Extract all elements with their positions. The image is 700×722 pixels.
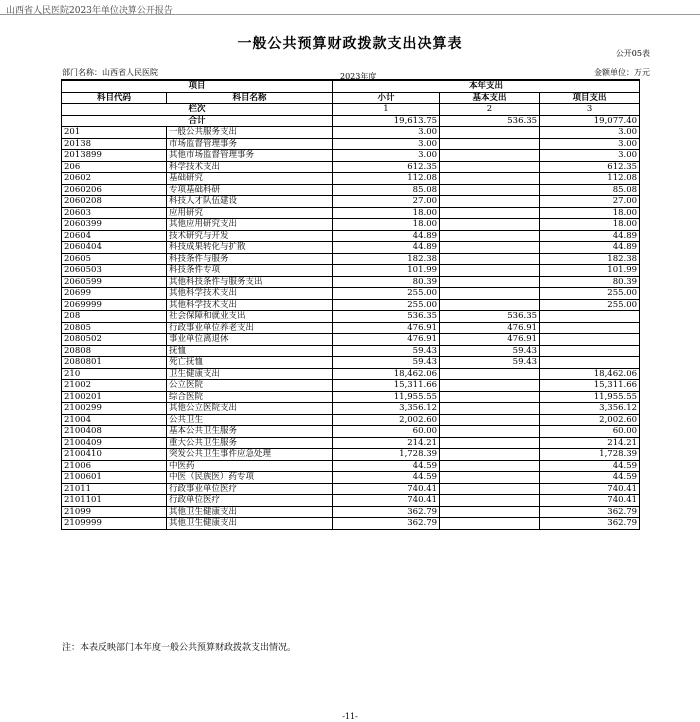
total-subtotal: 19,613.75	[333, 115, 440, 127]
row-project: 255.00	[540, 288, 640, 300]
row-name: 科技成果转化与扩散	[167, 242, 333, 254]
row-project: 255.00	[540, 299, 640, 311]
table-row	[62, 483, 640, 495]
row-name: 中医（民族医）药专项	[167, 472, 333, 484]
row-code: 2060599	[62, 276, 167, 288]
row-name: 中医药	[167, 460, 333, 472]
row-subtotal: 3,356.12	[333, 403, 440, 415]
row-name: 社会保障和就业支出	[167, 311, 333, 323]
row-subtotal: 101.99	[333, 265, 440, 277]
row-basic	[440, 449, 540, 461]
row-basic	[440, 265, 540, 277]
table-row	[62, 161, 640, 173]
row-basic	[440, 230, 540, 242]
table-row	[62, 253, 640, 265]
row-name: 事业单位离退休	[167, 334, 333, 346]
header-subtotal: 小计	[333, 92, 440, 104]
table-row	[62, 150, 640, 162]
row-project	[540, 357, 640, 369]
table-row	[62, 437, 640, 449]
row-code: 2013899	[62, 150, 167, 162]
row-name: 行政事业单位医疗	[167, 483, 333, 495]
row-name: 死亡抚恤	[167, 357, 333, 369]
header-divider	[0, 14, 700, 15]
row-code: 2100601	[62, 472, 167, 484]
table-row	[62, 518, 640, 530]
row-basic	[440, 138, 540, 150]
row-basic	[440, 161, 540, 173]
row-code: 2060399	[62, 219, 167, 231]
row-basic	[440, 242, 540, 254]
table-row	[62, 184, 640, 196]
row-code: 20605	[62, 253, 167, 265]
table-row	[62, 449, 640, 461]
row-code: 210	[62, 368, 167, 380]
row-basic: 59.43	[440, 357, 540, 369]
row-label: 栏次	[62, 104, 333, 116]
row-basic	[440, 173, 540, 185]
row-name: 其他科学技术支出	[167, 288, 333, 300]
row-name: 其他卫生健康支出	[167, 518, 333, 530]
row-subtotal: 80.39	[333, 276, 440, 288]
row-subtotal: 362.79	[333, 518, 440, 530]
row-subtotal: 476.91	[333, 334, 440, 346]
row-name: 抚恤	[167, 345, 333, 357]
row-project: 18,462.06	[540, 368, 640, 380]
row-basic	[440, 495, 540, 507]
table-row	[62, 299, 640, 311]
row-subtotal: 44.59	[333, 460, 440, 472]
row-basic	[440, 150, 540, 162]
table-row	[62, 138, 640, 150]
row-name: 其他卫生健康支出	[167, 506, 333, 518]
row-basic	[440, 219, 540, 231]
row-name: 行政单位医疗	[167, 495, 333, 507]
row-code: 20604	[62, 230, 167, 242]
row-code: 20602	[62, 173, 167, 185]
table-row	[62, 173, 640, 185]
row-code: 21004	[62, 414, 167, 426]
row-code: 2060206	[62, 184, 167, 196]
row-basic	[440, 196, 540, 208]
row-basic: 476.91	[440, 322, 540, 334]
row-code: 2100408	[62, 426, 167, 438]
table-row	[62, 334, 640, 346]
row-subtotal: 255.00	[333, 288, 440, 300]
row-code: 2100299	[62, 403, 167, 415]
form-code: 公开05表	[615, 49, 650, 58]
row-name: 专项基础科研	[167, 184, 333, 196]
row-code: 2100201	[62, 391, 167, 403]
row-project	[540, 345, 640, 357]
row-subtotal: 44.59	[333, 472, 440, 484]
report-header: 山西省人民医院2023年单位决算公开报告	[6, 6, 173, 16]
row-code: 20138	[62, 138, 167, 150]
row-code: 20699	[62, 288, 167, 300]
row-basic	[440, 288, 540, 300]
row-name: 其他科技条件与服务支出	[167, 276, 333, 288]
table-row	[62, 357, 640, 369]
row-project: 44.59	[540, 472, 640, 484]
row-name: 应用研究	[167, 207, 333, 219]
row-name: 其他市场监督管理事务	[167, 150, 333, 162]
row-name: 技术研究与开发	[167, 230, 333, 242]
row-name: 其他科学技术支出	[167, 299, 333, 311]
table-row	[62, 276, 640, 288]
row-basic	[440, 403, 540, 415]
row-code: 2080502	[62, 334, 167, 346]
row-project: 44.59	[540, 460, 640, 472]
row-subtotal: 11,955.55	[333, 391, 440, 403]
header-name: 科目名称	[167, 92, 333, 104]
row-project: 3.00	[540, 138, 640, 150]
row-basic	[440, 253, 540, 265]
row-subtotal: 18.00	[333, 207, 440, 219]
row-basic: 59.43	[440, 345, 540, 357]
row-basic	[440, 460, 540, 472]
row-name: 突发公共卫生事件应急处理	[167, 449, 333, 461]
row-subtotal: 476.91	[333, 322, 440, 334]
row-basic	[440, 380, 540, 392]
row-basic	[440, 391, 540, 403]
table-row	[62, 414, 640, 426]
row-basic	[440, 276, 540, 288]
row-subtotal: 44.89	[333, 242, 440, 254]
table-row	[62, 345, 640, 357]
row-basic	[440, 127, 540, 139]
row-name: 公立医院	[167, 380, 333, 392]
table-row	[62, 426, 640, 438]
row-code: 2060503	[62, 265, 167, 277]
row-subtotal: 740.41	[333, 483, 440, 495]
row-name: 其他应用研究支出	[167, 219, 333, 231]
row-project: 112.08	[540, 173, 640, 185]
row-basic	[440, 184, 540, 196]
row-project: 362.79	[540, 518, 640, 530]
row-basic	[440, 437, 540, 449]
table-row	[62, 368, 640, 380]
row-code: 208	[62, 311, 167, 323]
row-code: 21099	[62, 506, 167, 518]
row-subtotal: 59.43	[333, 345, 440, 357]
row-project: 3.00	[540, 127, 640, 139]
col-index-2: 2	[440, 104, 540, 116]
row-subtotal: 612.35	[333, 161, 440, 173]
row-subtotal: 3.00	[333, 138, 440, 150]
row-name: 行政事业单位养老支出	[167, 322, 333, 334]
row-project: 182.38	[540, 253, 640, 265]
page-number: -11-	[342, 712, 358, 721]
row-basic	[440, 506, 540, 518]
row-project: 15,311.66	[540, 380, 640, 392]
row-code: 21002	[62, 380, 167, 392]
table-note: 注：本表反映部门本年度一般公共预算财政拨款支出情况。	[62, 643, 297, 653]
header-project: 项目支出	[540, 92, 640, 104]
row-subtotal: 255.00	[333, 299, 440, 311]
row-subtotal: 1,728.39	[333, 449, 440, 461]
row-project: 740.41	[540, 495, 640, 507]
row-project	[540, 322, 640, 334]
total-basic: 536.35	[440, 115, 540, 127]
row-project: 3.00	[540, 150, 640, 162]
col-index-1: 1	[333, 104, 440, 116]
table-row	[62, 311, 640, 323]
table-row	[62, 230, 640, 242]
row-name: 一般公共服务支出	[167, 127, 333, 139]
row-basic	[440, 426, 540, 438]
row-basic: 476.91	[440, 334, 540, 346]
row-code: 2100409	[62, 437, 167, 449]
row-project: 44.89	[540, 230, 640, 242]
row-code: 20603	[62, 207, 167, 219]
header-basic: 基本支出	[440, 92, 540, 104]
row-name: 基础研究	[167, 173, 333, 185]
row-basic	[440, 483, 540, 495]
table-title: 一般公共预算财政拨款支出决算表	[237, 36, 463, 52]
table-row	[62, 207, 640, 219]
total-label: 合计	[62, 115, 333, 127]
row-subtotal: 112.08	[333, 173, 440, 185]
row-project: 740.41	[540, 483, 640, 495]
row-code: 201	[62, 127, 167, 139]
expenditure-table	[61, 79, 640, 530]
row-basic	[440, 472, 540, 484]
row-name: 基本公共卫生服务	[167, 426, 333, 438]
table-row	[62, 219, 640, 231]
table-row	[62, 288, 640, 300]
row-name: 卫生健康支出	[167, 368, 333, 380]
table-row	[62, 460, 640, 472]
row-basic	[440, 207, 540, 219]
table-row	[62, 322, 640, 334]
row-subtotal: 59.43	[333, 357, 440, 369]
row-project: 214.21	[540, 437, 640, 449]
table-row	[62, 472, 640, 484]
row-code: 2109999	[62, 518, 167, 530]
total-project: 19,077.40	[540, 115, 640, 127]
row-project: 2,002.60	[540, 414, 640, 426]
row-code: 2060404	[62, 242, 167, 254]
row-subtotal: 740.41	[333, 495, 440, 507]
row-code: 2080801	[62, 357, 167, 369]
row-subtotal: 3.00	[333, 127, 440, 139]
row-basic: 536.35	[440, 311, 540, 323]
table-row	[62, 265, 640, 277]
row-subtotal: 44.89	[333, 230, 440, 242]
table-row	[62, 196, 640, 208]
table-body	[62, 127, 640, 530]
row-subtotal: 85.08	[333, 184, 440, 196]
row-project: 362.79	[540, 506, 640, 518]
row-code: 2100410	[62, 449, 167, 461]
row-name: 科技人才队伍建设	[167, 196, 333, 208]
row-project: 60.00	[540, 426, 640, 438]
row-project: 18.00	[540, 207, 640, 219]
row-basic	[440, 368, 540, 380]
row-project	[540, 311, 640, 323]
row-code: 2069999	[62, 299, 167, 311]
row-subtotal: 18.00	[333, 219, 440, 231]
row-name: 重大公共卫生服务	[167, 437, 333, 449]
row-subtotal: 214.21	[333, 437, 440, 449]
row-subtotal: 18,462.06	[333, 368, 440, 380]
row-name: 科学技术支出	[167, 161, 333, 173]
row-subtotal: 362.79	[333, 506, 440, 518]
row-subtotal: 27.00	[333, 196, 440, 208]
row-project: 11,955.55	[540, 391, 640, 403]
table-row	[62, 380, 640, 392]
row-project: 101.99	[540, 265, 640, 277]
row-name: 科技条件与服务	[167, 253, 333, 265]
row-code: 2101101	[62, 495, 167, 507]
row-basic	[440, 414, 540, 426]
row-code: 20805	[62, 322, 167, 334]
row-subtotal: 536.35	[333, 311, 440, 323]
row-basic	[440, 299, 540, 311]
row-project: 18.00	[540, 219, 640, 231]
row-project: 3,356.12	[540, 403, 640, 415]
department-name: 部门名称：山西省人民医院	[62, 68, 158, 77]
fiscal-year: 2023年度	[340, 72, 377, 81]
row-name: 综合医院	[167, 391, 333, 403]
row-project: 612.35	[540, 161, 640, 173]
row-subtotal: 3.00	[333, 150, 440, 162]
row-project	[540, 334, 640, 346]
row-name: 市场监督管理事务	[167, 138, 333, 150]
row-project: 85.08	[540, 184, 640, 196]
row-code: 206	[62, 161, 167, 173]
row-project: 44.89	[540, 242, 640, 254]
header-current-expense: 本年支出	[333, 80, 640, 92]
row-project: 1,728.39	[540, 449, 640, 461]
row-subtotal: 182.38	[333, 253, 440, 265]
row-subtotal: 60.00	[333, 426, 440, 438]
table-row	[62, 495, 640, 507]
row-code: 21011	[62, 483, 167, 495]
row-name: 公共卫生	[167, 414, 333, 426]
table-row	[62, 242, 640, 254]
table-row	[62, 403, 640, 415]
row-subtotal: 15,311.66	[333, 380, 440, 392]
table-row	[62, 506, 640, 518]
row-code: 21006	[62, 460, 167, 472]
table-row	[62, 391, 640, 403]
row-project: 27.00	[540, 196, 640, 208]
row-project: 80.39	[540, 276, 640, 288]
header-code: 科目代码	[62, 92, 167, 104]
amount-unit: 金额单位：万元	[594, 68, 650, 77]
row-basic	[440, 518, 540, 530]
row-subtotal: 2,002.60	[333, 414, 440, 426]
header-item: 项目	[62, 80, 333, 92]
table-row	[62, 127, 640, 139]
col-index-3: 3	[540, 104, 640, 116]
row-name: 科技条件专项	[167, 265, 333, 277]
row-name: 其他公立医院支出	[167, 403, 333, 415]
row-code: 20808	[62, 345, 167, 357]
row-code: 2060208	[62, 196, 167, 208]
